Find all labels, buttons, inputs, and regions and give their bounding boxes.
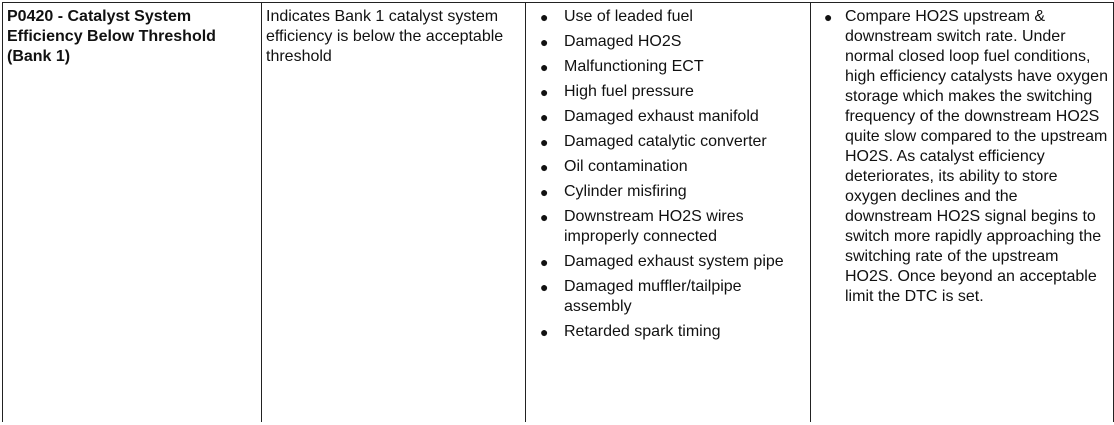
- list-item: [530, 82, 806, 102]
- list-item: [530, 182, 806, 202]
- cause-text: Damaged exhaust manifold: [564, 108, 759, 125]
- bullet-icon: ●: [540, 9, 549, 25]
- bullet-icon: ●: [540, 59, 549, 75]
- list-item: [530, 57, 806, 77]
- action-item: [815, 7, 1109, 307]
- bullet-icon: ●: [540, 279, 549, 295]
- cause-text: Use of leaded fuel: [564, 8, 693, 25]
- dtc-code-cell: [3, 3, 262, 423]
- cause-text: Cylinder misfiring: [564, 183, 687, 200]
- cause-text: Malfunctioning ECT: [564, 58, 704, 75]
- list-item: [530, 132, 806, 152]
- dtc-code: P0420 - Catalyst System Efficiency Below Threshold (Bank 1): [7, 8, 216, 65]
- cause-text: Retarded spark timing: [564, 323, 721, 340]
- list-item: [530, 252, 806, 272]
- bullet-icon: ●: [824, 9, 833, 25]
- cause-text: High fuel pressure: [564, 83, 694, 100]
- cause-text: Damaged catalytic converter: [564, 133, 767, 150]
- cause-text: Damaged HO2S: [564, 33, 682, 50]
- bullet-icon: ●: [540, 184, 549, 200]
- list-item: [530, 207, 806, 247]
- bullet-icon: ●: [540, 324, 549, 340]
- bullet-icon: ●: [540, 134, 549, 150]
- action-text: Compare HO2S upstream & downstream switch rate. Under normal closed loop fuel conditions, high efficiency catalysts have oxygen storage which makes the switching frequency of the downstream HO2S quite slow compared to the upstream HO2S. As catalyst efficiency deteriorates, its ability to store oxygen declines and the downstream HO2S signal begins to switch more rapidly approaching the switching rate of the upstream HO2S. Once beyond an acceptable limit the DTC is set.: [845, 8, 1108, 305]
- cause-text: Downstream HO2S wires improperly connected: [564, 208, 744, 245]
- bullet-icon: ●: [540, 254, 549, 270]
- bullet-icon: ●: [540, 209, 549, 225]
- possible-causes-list: [530, 7, 806, 342]
- action-cell: [811, 3, 1114, 423]
- dtc-table: [2, 2, 1114, 422]
- table-row: [3, 3, 1114, 423]
- cause-text: Damaged exhaust system pipe: [564, 253, 784, 270]
- dtc-description: Indicates Bank 1 catalyst system efficiency is below the acceptable threshold: [266, 8, 504, 65]
- list-item: [530, 277, 806, 317]
- description-cell: [262, 3, 526, 423]
- bullet-icon: ●: [540, 34, 549, 50]
- bullet-icon: ●: [540, 84, 549, 100]
- list-item: [530, 107, 806, 127]
- possible-causes-cell: [526, 3, 811, 423]
- list-item: [530, 32, 806, 52]
- list-item: [530, 322, 806, 342]
- bullet-icon: ●: [540, 159, 549, 175]
- list-item: [530, 7, 806, 27]
- cause-text: Oil contamination: [564, 158, 688, 175]
- bullet-icon: ●: [540, 109, 549, 125]
- list-item: [530, 157, 806, 177]
- cause-text: Damaged muffler/tailpipe assembly: [564, 278, 742, 315]
